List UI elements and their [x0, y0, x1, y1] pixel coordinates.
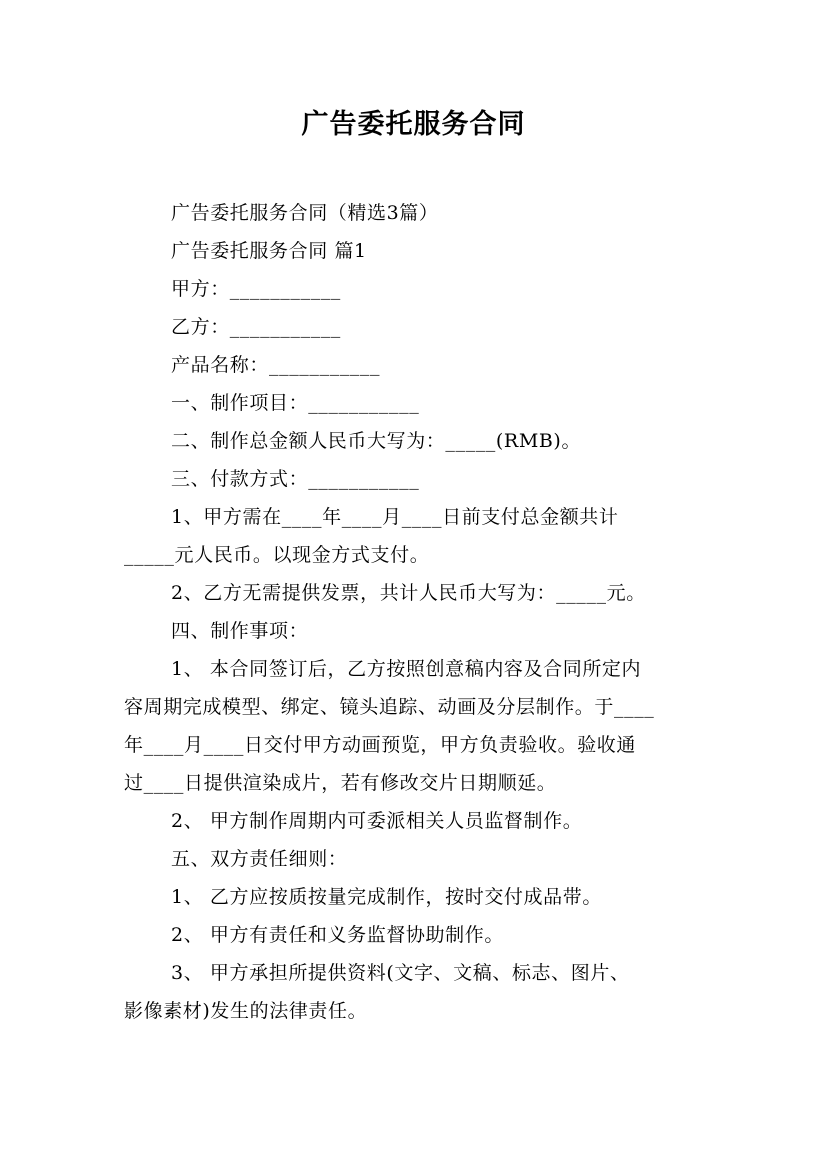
- party-b-line: 乙方：___________: [171, 316, 341, 338]
- clause-responsibilities: 五、双方责任细则：: [171, 848, 348, 870]
- subtitle-line: 广告委托服务合同（精选3篇）: [171, 202, 439, 224]
- matters-item-1: 1、 本合同签订后，乙方按照创意稿内容及合同所定内: [171, 658, 642, 680]
- matters-item-1-continued-c: 过____日提供渲染成片，若有修改交片日期顺延。: [124, 772, 557, 794]
- product-name-line: 产品名称：___________: [171, 354, 381, 376]
- clause-total-amount: 二、制作总金额人民币大写为：_____(RMB)。: [171, 430, 582, 452]
- responsibility-item-1: 1、 乙方应按质按量完成制作，按时交付成品带。: [171, 886, 602, 908]
- matters-item-2: 2、 甲方制作周期内可委派相关人员监督制作。: [171, 810, 583, 832]
- matters-item-1-continued-b: 年____月____日交付甲方动画预览，甲方负责验收。验收通: [124, 734, 637, 756]
- clause-production-matters: 四、制作事项：: [171, 620, 309, 642]
- responsibility-item-2: 2、 甲方有责任和义务监督协助制作。: [171, 924, 504, 946]
- clause-production-item: 一、制作项目：___________: [171, 392, 420, 414]
- payment-item-1-continued: _____元人民币。以现金方式支付。: [124, 544, 430, 566]
- document-title: 广告委托服务合同: [301, 109, 526, 140]
- party-a-line: 甲方：___________: [171, 278, 341, 300]
- matters-item-1-continued-a: 容周期完成模型、绑定、镜头追踪、动画及分层制作。于____: [124, 696, 655, 718]
- document-body: [124, 194, 714, 1030]
- responsibility-item-3: 3、 甲方承担所提供资料(文字、文稿、标志、图片、: [171, 962, 630, 984]
- payment-item-2: 2、乙方无需提供发票，共计人民币大写为：_____元。: [171, 582, 646, 604]
- clause-payment-method: 三、付款方式：___________: [171, 468, 420, 490]
- payment-item-1: 1、甲方需在____年____月____日前支付总金额共计: [171, 506, 619, 528]
- section-heading: 广告委托服务合同 篇1: [171, 240, 367, 262]
- responsibility-item-3-continued: 影像素材)发生的法律责任。: [124, 1000, 368, 1022]
